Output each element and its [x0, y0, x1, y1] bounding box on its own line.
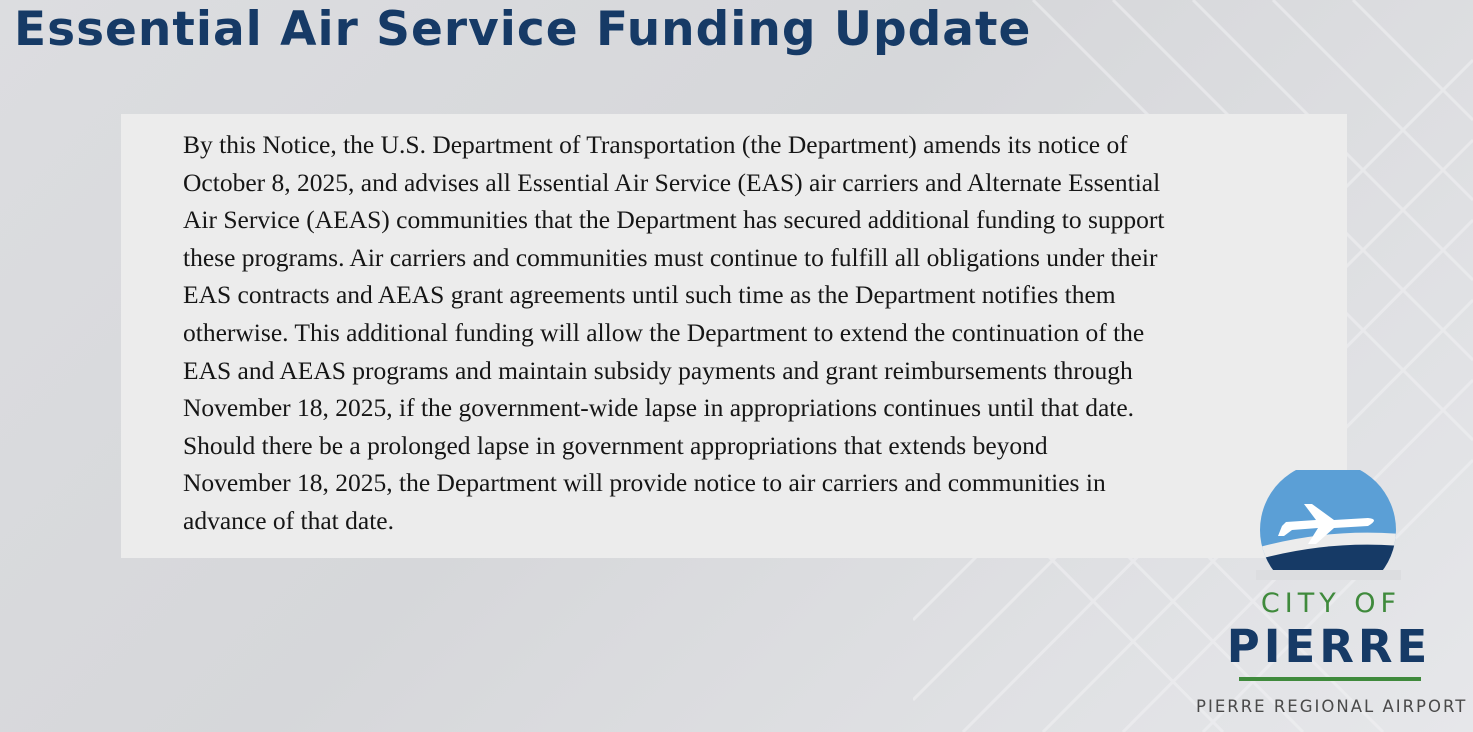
- airplane-logo-icon: [1256, 470, 1401, 580]
- notice-excerpt: [121, 114, 1347, 558]
- notice-line: otherwise. This additional funding will allow the Department to extend the continuation of the: [183, 317, 1145, 347]
- notice-line: November 18, 2025, the Department will provide notice to air carriers and communities in: [183, 468, 1106, 498]
- slide-title: Essential Air Service Funding Update: [14, 2, 1032, 57]
- notice-line: Should there be a prolonged lapse in government appropriations that extends beyond: [183, 430, 1048, 460]
- logo-city-of-text: CITY OF: [1260, 588, 1402, 619]
- notice-line: Air Service (AEAS) communities that the Department has secured additional funding to support: [183, 205, 1165, 235]
- notice-line: October 8, 2025, and advises all Essential Air Service (EAS) air carriers and Alternate Essential: [183, 167, 1161, 197]
- city-of-pierre-logo: [1196, 470, 1466, 725]
- notice-line: By this Notice, the U.S. Department of Transportation (the Department) amends its notice of: [183, 130, 1128, 159]
- logo-divider: [1239, 677, 1421, 681]
- notice-line: November 18, 2025, if the government-wide lapse in appropriations continues until that date.: [183, 393, 1135, 423]
- notice-line: EAS and AEAS programs and maintain subsidy payments and grant reimbursements through: [183, 355, 1133, 385]
- notice-line: EAS contracts and AEAS grant agreements until such time as the Department notifies them: [183, 280, 1116, 310]
- notice-line: these programs. Air carriers and communities must continue to fulfill all obligations under their: [183, 242, 1158, 272]
- notice-paragraph: [183, 126, 1307, 540]
- logo-pierre-text: PIERRE: [1226, 620, 1432, 673]
- notice-line: advance of that date.: [183, 505, 394, 535]
- logo-airport-text: PIERRE REGIONAL AIRPORT: [1196, 697, 1468, 716]
